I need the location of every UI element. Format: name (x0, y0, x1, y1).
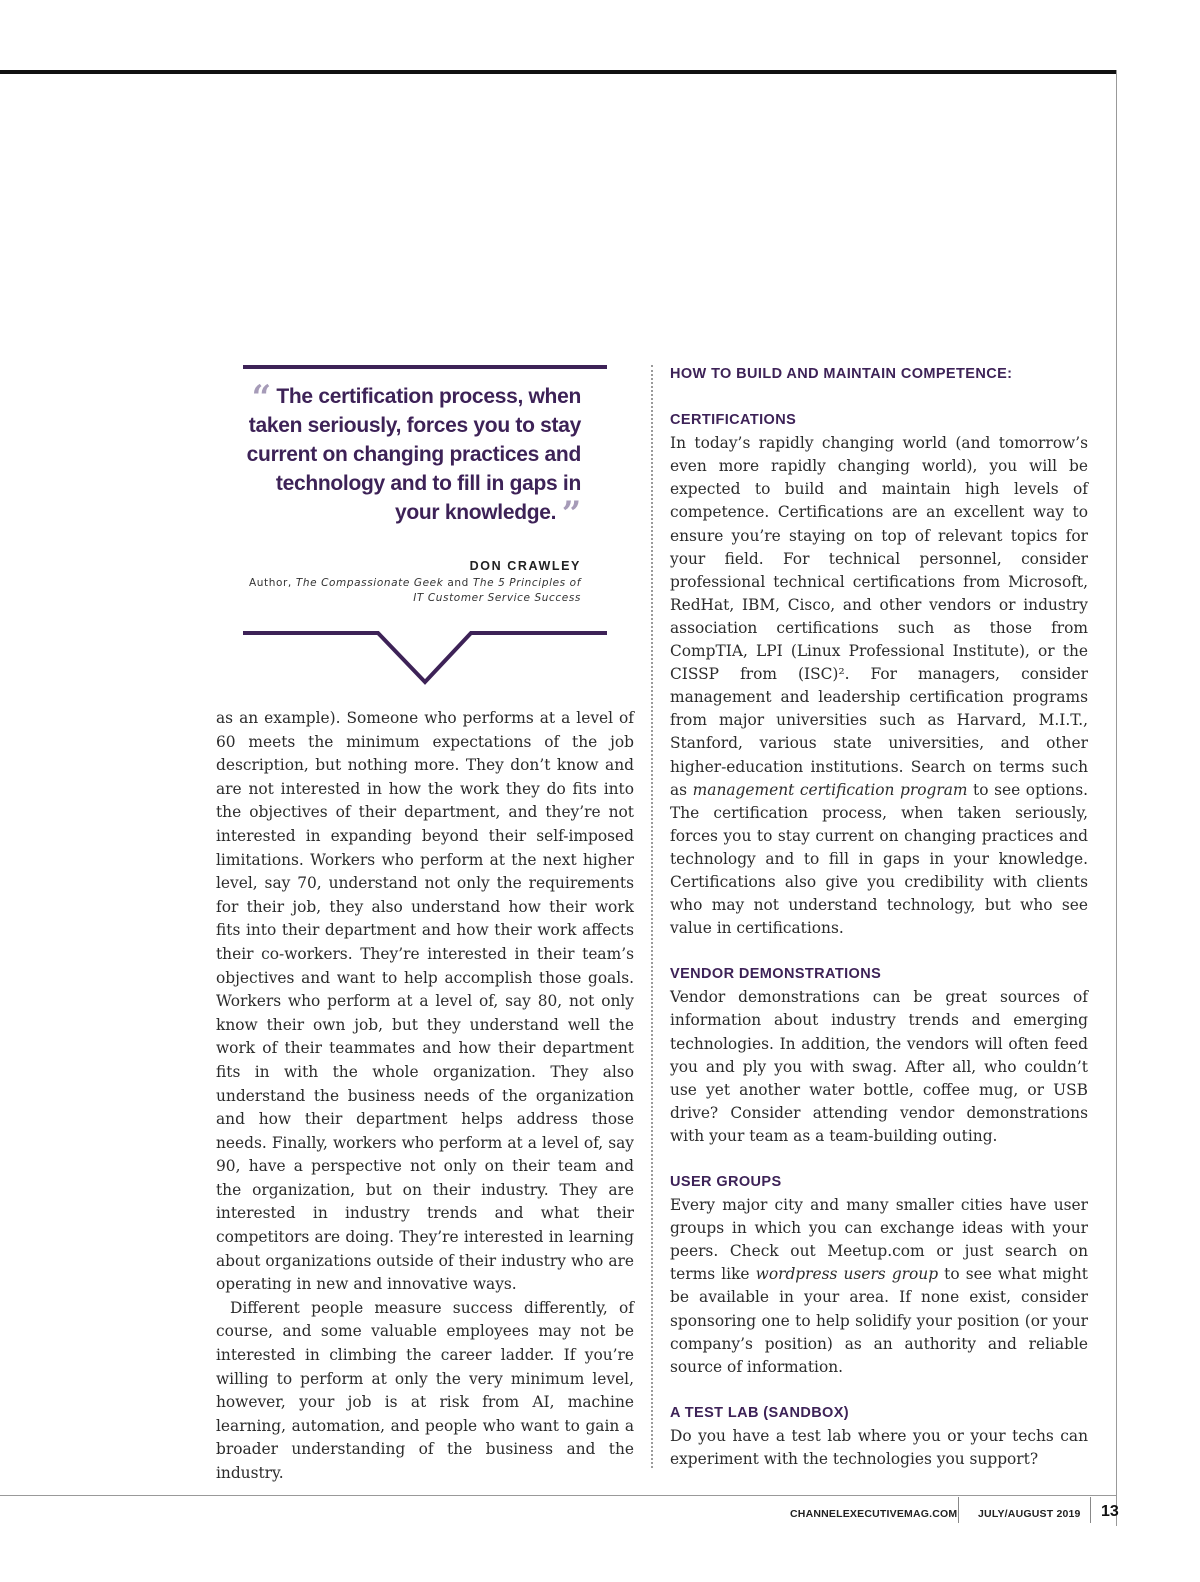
pullquote (245, 378, 581, 534)
left-column (216, 707, 634, 1486)
user-groups-paragraph: Every major city and many smaller cities have user groups in which you can exchange ideas with your peers. Check out Meetup.com or just search on terms like wordpress users group to see what might be available in your area. If none exist, consider sponsoring one to help solidify your position (or your company’s position) as an authority and reliable source of information. (670, 1196, 1088, 1376)
pullquote-top-rule (243, 365, 607, 369)
body-paragraph: as an example). Someone who performs at a level of 60 meets the minimum expectations of the job description, but nothing more. They don’t know and are not interested in how the work they do fits into the objectives of their department, and they’re not interested in expanding beyond their self-imposed limitations. Workers who perform at the next higher level, say 70, understand not only the requirements for their job, they also understand how their work fits into their department and how their work affects their co-workers. They’re interested in their team’s objectives and want to help accomplish those goals. Workers who perform at a level of, say 80, not only know their own job, but they understand well the work of their teammates and how their department fits in with the whole organization. They also understand the business needs of the organization and how their department helps address those needs. Finally, workers who perform at a level of, say 90, have a perspective not only on their team and the organization, but on their industry. They are interested in industry trends and what their competitors are doing. They’re interested in learning about organizations outside of their industry who are operating in new and innovative ways. (216, 709, 634, 1294)
top-rule (0, 70, 1117, 74)
page-number: 13 (1101, 1503, 1119, 1520)
right-column (670, 363, 1088, 1471)
certifications-paragraph: In today’s rapidly changing world (and tomorrow’s even more rapidly changing world), you will be expected to build and maintain high levels of competence. Certifications are an excellent way to ensure you’re staying on top of relevant topics for your field. For technical personnel, consider professional technical certifications from Microsoft, RedHat, IBM, Cisco, and other vendors or industry association certifications such as those from CompTIA, LPI (Linux Professional Institute), or the CISSP from (ISC)². For managers, consider management and leadership certification programs from major universities such as Harvard, M.I.T., Stanford, various state universities, and other higher-education institutions. Search on terms such as management certification program to see options. The certification process, when taken seriously, forces you to stay current on changing practices and technology and to fill in gaps in your knowledge. Certifications also give you credibility with clients who may not understand technology, but who see value in certifications. (670, 434, 1088, 938)
subsection-heading: VENDOR DEMONSTRATIONS (670, 966, 882, 983)
subsection-heading: CERTIFICATIONS (670, 412, 797, 429)
pullquote-author: DON CRAWLEY (469, 559, 581, 573)
footer-website: CHANNELEXECUTIVEMAG.COM (790, 1508, 958, 1520)
column-divider (651, 365, 653, 1468)
bottom-rule (0, 1495, 1117, 1496)
close-quote-icon: ” (561, 494, 581, 534)
right-margin-rule (1116, 70, 1117, 1526)
pullquote-bottom-pointer (240, 628, 610, 688)
open-quote-icon: “ (251, 378, 271, 418)
pullquote-text: The certification process, when taken seriously, forces you to stay current on changing practices and technology and to fill in gaps in your knowledge. (246, 385, 581, 524)
vendor-paragraph: Vendor demonstrations can be great sources of information about industry trends and emerging technologies. In addition, the vendors will often feed you and ply you with swag. After all, who couldn’t use yet another water bottle, coffee mug, or USB drive? Consider attending vendor demonstrations with your team as a team-building outing. (670, 988, 1088, 1145)
subsection-heading: A TEST LAB (SANDBOX) (670, 1404, 850, 1421)
footer-separator (1090, 1497, 1091, 1523)
section-heading: HOW TO BUILD AND MAINTAIN COMPETENCE: (670, 366, 1013, 382)
pullquote-author-role: Author, The Compassionate Geek and The 5 Principles of IT Customer Service Success (248, 577, 581, 604)
footer-separator (958, 1497, 959, 1523)
subsection-heading: USER GROUPS (670, 1174, 782, 1190)
footer-issue-date: JULY/AUGUST 2019 (978, 1508, 1081, 1520)
test-lab-paragraph: Do you have a test lab where you or your techs can experiment with the technologies you support? (670, 1426, 1088, 1469)
body-paragraph: Different people measure success differently, of course, and some valuable employees may not be interested in climbing the career ladder. If you’re willing to perform at only the very minimum level, however, your job is at risk from AI, machine learning, automation, and people who want to gain a broader understanding of the business and the industry. (216, 1298, 634, 1482)
